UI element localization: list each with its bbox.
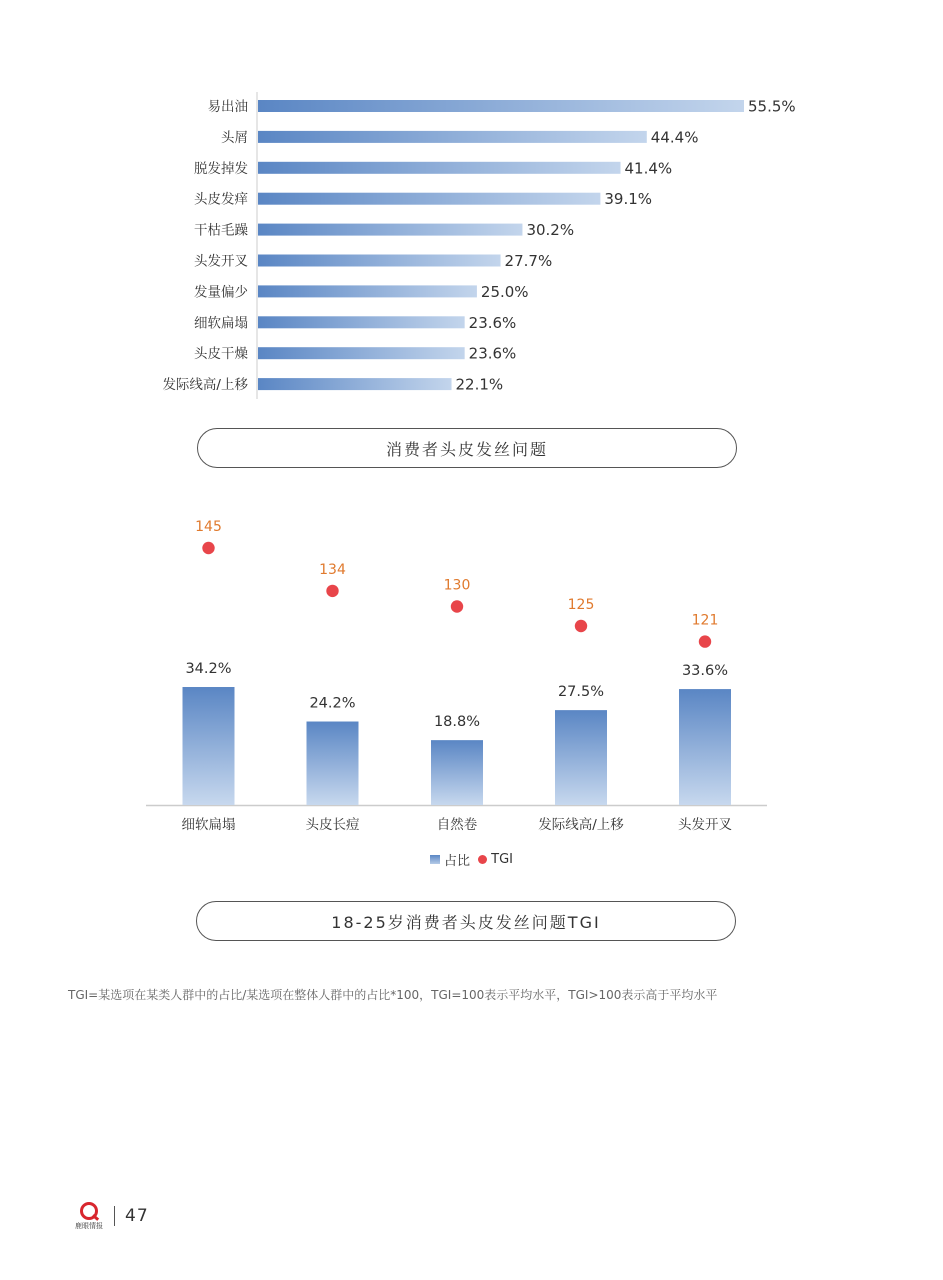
bar-value-label: 27.5% [557,684,605,701]
tgi-value-label: 145 [195,519,222,535]
chart1-title: 消费者头皮发丝问题 [197,428,737,468]
category-label: 头皮干燥 [194,346,248,363]
category-label: 自然卷 [436,817,478,833]
chart2-title: 18-25岁消费者头皮发丝问题TGI [196,901,736,941]
bar [307,722,359,805]
footer-divider [114,1206,115,1226]
tgi-value-label: 130 [443,577,471,594]
bar [258,224,522,236]
hair-problems-bar-chart [0,80,943,410]
tgi-point [699,635,711,647]
tgi-combo-chart [0,500,943,840]
chart2-legend [0,850,943,869]
bar [258,100,744,112]
value-label: 41.4% [624,159,673,178]
logo-text: 鹿眼情报 [75,1221,103,1230]
tgi-value-label: 121 [691,612,719,629]
bar [258,378,452,390]
tgi-value-label: 134 [319,561,346,578]
page-footer [72,1200,149,1232]
bar [258,255,501,267]
value-label: 23.6% [468,313,517,332]
value-label: 23.6% [468,344,517,363]
legend-item-share [430,850,470,869]
bar [258,131,647,143]
bar-value-label: 24.2% [309,695,356,712]
value-label: 55.5% [748,97,796,116]
tgi-value-label: 125 [567,597,595,613]
legend-label-share: 占比 [443,854,470,869]
tgi-point [326,585,338,597]
bar [555,710,607,805]
bar [258,162,621,174]
bar-value-label: 33.6% [681,663,729,680]
legend-bar-swatch-icon [430,855,440,864]
legend-dot-swatch-icon [478,855,487,864]
legend-label-tgi: TGI [491,852,513,867]
bar-value-label: 34.2% [185,661,232,678]
category-label: 细软扁塌 [194,315,248,332]
category-label: 易出油 [207,99,248,115]
category-label: 发际线高/上移 [162,377,248,394]
category-label: 发际线高/上移 [538,817,624,833]
tgi-footnote: TGI=某选项在某类人群中的占比/某选项在整体人群中的占比*100，TGI=100表示平均水平，TGI>100表示高于平均水平 [68,988,718,1002]
category-label: 干枯毛躁 [194,222,248,239]
bar [258,347,465,359]
bar [258,316,465,328]
bar [258,193,600,205]
value-label: 30.2% [526,221,575,240]
category-label: 头发开叉 [194,253,248,270]
tgi-point [575,620,587,632]
legend-item-tgi [478,852,513,867]
value-label: 22.1% [455,375,504,394]
tgi-point [202,542,214,554]
logo-q-icon [80,1202,98,1220]
category-label: 细软扁塌 [181,817,236,833]
category-label: 头皮发痒 [194,191,248,208]
category-label: 头屑 [221,129,248,146]
bar [679,689,731,805]
bar [431,740,483,805]
bar [258,285,477,297]
value-label: 39.1% [604,190,653,209]
bar [183,687,235,805]
value-label: 25.0% [480,282,529,301]
category-label: 头发开叉 [678,817,732,833]
brand-logo [72,1202,106,1231]
category-label: 头皮长痘 [305,817,360,833]
bar-value-label: 18.8% [433,714,481,731]
value-label: 27.7% [504,252,553,270]
tgi-point [451,600,463,612]
value-label: 44.4% [650,128,699,147]
category-label: 发量偏少 [194,284,248,301]
category-label: 脱发掉发 [194,160,248,177]
page-number: 47 [125,1206,149,1226]
